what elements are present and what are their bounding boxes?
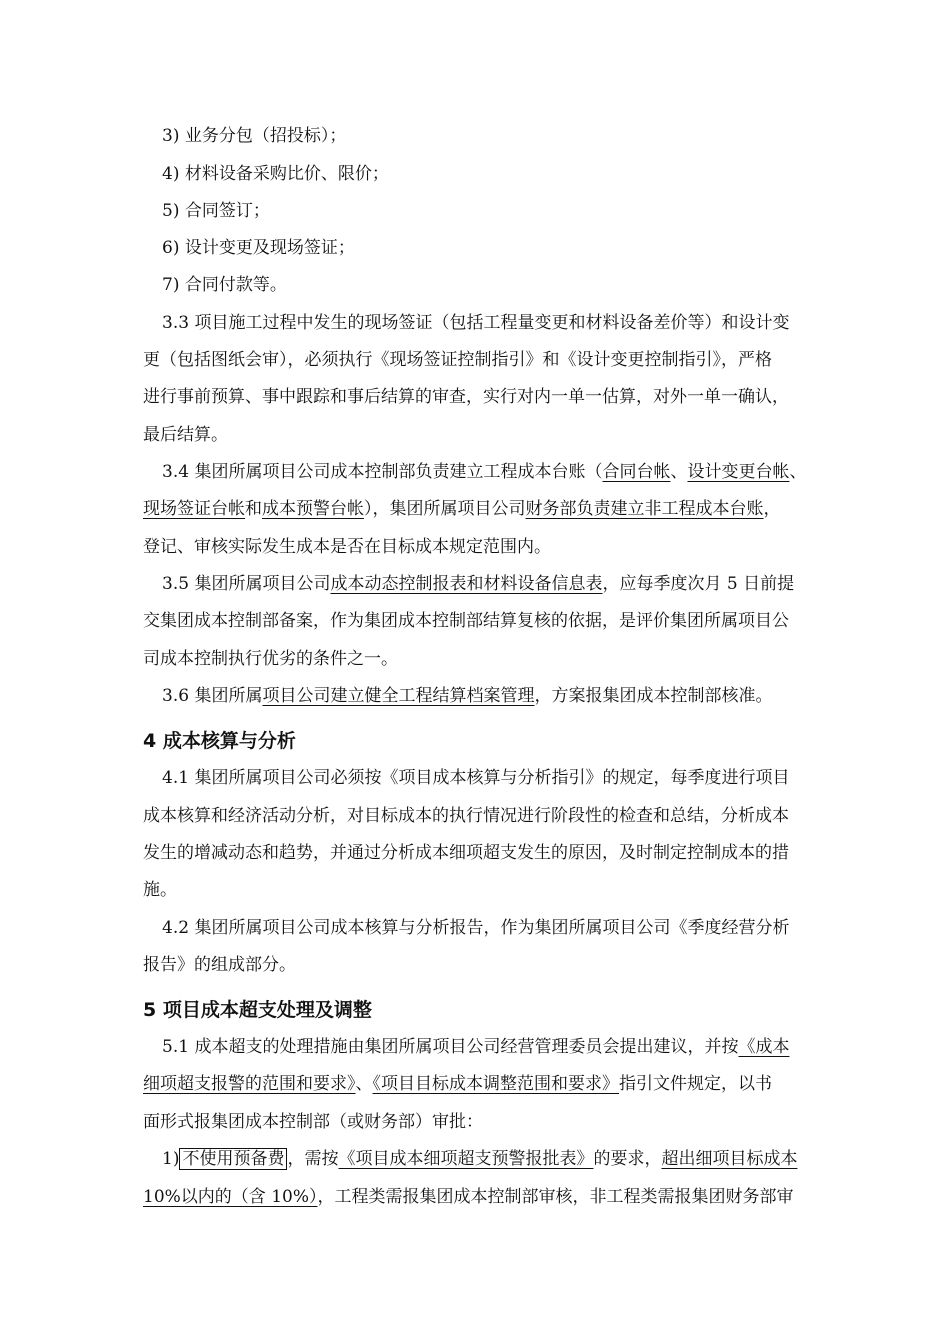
para-5-1-line-2 bbox=[143, 1073, 772, 1095]
list-item-6: 6) 设计变更及现场签证； bbox=[162, 238, 355, 258]
link-cost-warning-ledger: 成本预警台帐 bbox=[262, 499, 364, 519]
text-span: 和 bbox=[245, 499, 262, 519]
para-4-1-line-3: 发生的增减动态和趋势，并通过分析成本细项超支发生的原因，及时制定控制成本的措 bbox=[143, 843, 789, 863]
para-5-1-line-3: 面形式报集团成本控制部（或财务部）审批： bbox=[143, 1112, 483, 1132]
section-heading-4: 4 成本核算与分析 bbox=[143, 730, 296, 752]
para-4-2-line-1: 4.2 集团所属项目公司成本核算与分析报告，作为集团所属项目公司《季度经营分析 bbox=[162, 918, 790, 938]
para-5-1-1-line-1 bbox=[162, 1148, 797, 1170]
text-span: ），集团所属项目公司 bbox=[364, 499, 526, 519]
text-span: ，工程类需报集团成本控制部审核，非工程类需报集团财务部审 bbox=[317, 1187, 794, 1207]
list-item-7: 7) 合同付款等。 bbox=[162, 275, 287, 295]
para-4-1-line-1: 4.1 集团所属项目公司必须按《项目成本核算与分析指引》的规定，每季度进行项目 bbox=[162, 768, 790, 788]
finance-ledger-text: 财务部负责建立非工程成本台账 bbox=[525, 499, 764, 519]
cost-report-text: 成本动态控制报表和材料设备信息表 bbox=[330, 574, 603, 594]
list-item-4: 4) 材料设备采购比价、限价； bbox=[162, 164, 389, 184]
warning-guide-text-cont: 细项超支报警的范围和要求》 bbox=[143, 1074, 356, 1094]
para-3-3-line-2: 更（包括图纸会审），必须执行《现场签证控制指引》和《设计变更控制指引》，严格 bbox=[143, 350, 772, 370]
text-span: 1) bbox=[162, 1149, 180, 1169]
para-3-4-line-3: 登记、审核实际发生成本是否在目标成本规定范围内。 bbox=[143, 537, 551, 557]
text-span: 3.4 集团所属项目公司成本控制部负责建立工程成本台账（ bbox=[162, 462, 603, 482]
section-heading-5: 5 项目成本超支处理及调整 bbox=[143, 999, 372, 1021]
para-3-4-line-2 bbox=[143, 498, 781, 520]
para-3-5-line-1 bbox=[162, 573, 794, 595]
text-span: 、 bbox=[670, 462, 688, 482]
para-3-3-line-4: 最后结算。 bbox=[143, 425, 228, 445]
target-cost-guide-text: 《项目目标成本调整范围和要求》 bbox=[372, 1074, 619, 1094]
text-span: 、 bbox=[789, 462, 807, 482]
text-span: ， bbox=[763, 499, 781, 519]
text-span: 、 bbox=[355, 1074, 373, 1094]
warning-guide-text: 《成本 bbox=[738, 1037, 790, 1057]
exceed-target-text: 超出细项目标成本 bbox=[661, 1149, 798, 1169]
text-span: 指引文件规定，以书 bbox=[619, 1074, 772, 1094]
link-site-visa-ledger: 现场签证台帐 bbox=[143, 499, 245, 519]
settlement-archive-text: 项目公司建立健全工程结算档案管理 bbox=[262, 686, 535, 706]
para-3-4-line-1 bbox=[162, 461, 806, 483]
text-span: 5.1 成本超支的处理措施由集团所属项目公司经营管理委员会提出建议，并按 bbox=[162, 1037, 739, 1057]
link-design-change-ledger: 设计变更台帐 bbox=[687, 462, 790, 482]
text-span: 3.5 集团所属项目公司 bbox=[162, 574, 331, 594]
text-span: 的要求， bbox=[593, 1149, 662, 1169]
para-3-3-line-3: 进行事前预算、事中跟踪和事后结算的审查，实行对内一单一估算，对外一单一确认， bbox=[143, 387, 789, 407]
para-4-1-line-2: 成本核算和经济活动分析，对目标成本的执行情况进行阶段性的检查和总结，分析成本 bbox=[143, 806, 789, 826]
para-3-5-line-2: 交集团成本控制部备案，作为集团成本控制部结算复核的依据，是评价集团所属项目公 bbox=[143, 611, 789, 631]
list-item-5: 5) 合同签订； bbox=[162, 201, 270, 221]
boxed-no-reserve-fund: 不使用预备费 bbox=[179, 1148, 287, 1170]
overrun-form-text: 《项目成本细项超支预警报批表》 bbox=[338, 1149, 594, 1169]
link-contract-ledger: 合同台帐 bbox=[602, 462, 671, 482]
para-4-1-line-4: 施。 bbox=[143, 880, 177, 900]
para-5-1-1-line-2 bbox=[143, 1186, 793, 1208]
para-3-3-line-1: 3.3 项目施工过程中发生的现场签证（包括工程量变更和材料设备差价等）和设计变 bbox=[162, 313, 790, 333]
list-item-3: 3) 业务分包（招投标）； bbox=[162, 126, 347, 146]
text-span: ，应每季度次月 5 日前提 bbox=[602, 574, 795, 594]
para-4-2-line-2: 报告》的组成部分。 bbox=[143, 955, 296, 975]
para-3-6-line-1 bbox=[162, 685, 772, 707]
para-3-5-line-3: 司成本控制执行优劣的条件之一。 bbox=[143, 649, 398, 669]
text-span: 3.6 集团所属 bbox=[162, 686, 263, 706]
text-span: ，方案报集团成本控制部核准。 bbox=[534, 686, 773, 706]
ten-percent-text: 10%以内的（含 10%） bbox=[143, 1187, 318, 1207]
para-5-1-line-1 bbox=[162, 1036, 789, 1058]
text-span: ，需按 bbox=[287, 1149, 339, 1169]
